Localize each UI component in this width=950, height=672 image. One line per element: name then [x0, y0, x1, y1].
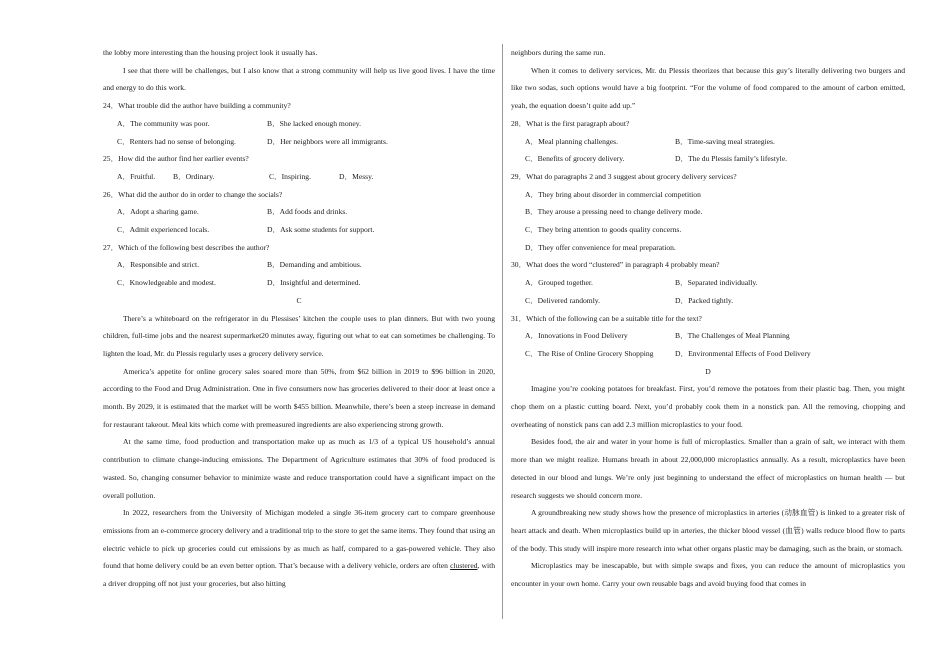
passage-d-paragraph-4: Microplastics may be inescapable, but with simple swaps and fixes, you can reduce the amount of microplastics you encounter in your own home. Carry your own reusable bags and avoid buying food that comes in [511, 561, 905, 589]
q27-options-row-1 [103, 256, 495, 274]
q26-option-d: D．Ask some students for support. [267, 225, 375, 235]
q26-options-row-2 [103, 221, 495, 239]
q28-option-b: B．Time-saving meal strategies. [675, 136, 775, 146]
question-27: 27．Which of the following best describes the author? [103, 242, 270, 252]
passage-c-paragraph-2: America’s appetite for online grocery sales soared more than 50%, from $62 billion in 2019 to $96 billion in 2020, according to the Food and Drug Administration. One in five consumers now has groceries delivered to their door at least once a month. By 2029, it is estimated that the market will be worth $455 billion. Meanwhile, there’s been a steep increase in demand for restaurant takeout. Meal kits which come with premeasured ingredients are also experiencing strong growth. [103, 366, 495, 429]
section-c-heading: C [296, 295, 302, 305]
q26-options-row-1 [103, 203, 495, 221]
passage-d-paragraph-2: Besides food, the air and water in your home is full of microplastics. Smaller than a grain of salt, we interact with them more than we might realize. Humans breath in about 22,000,000 microplastics annually. As a result, microplastics have been detected in our blood and lungs. We’re only just beginning to understand the effect of microplastics on human health — but research suggests we should concern more. [511, 437, 905, 500]
q24-option-d: D．Her neighbors were all immigrants. [267, 136, 388, 146]
question-28: 28．What is the first paragraph about? [511, 118, 630, 128]
q25-option-b: B．Ordinary. [173, 171, 215, 181]
passage-c-paragraph-4 [103, 504, 495, 593]
q27-option-a: A．Responsible and strict. [117, 260, 200, 270]
q25-option-d: D．Messy. [339, 171, 374, 181]
question-26: 26．What did the author do in order to change the socials? [103, 189, 283, 199]
q28-option-a: A．Meal planning challenges. [525, 136, 618, 146]
q25-option-c: C．Inspiring. [269, 171, 311, 181]
paragraph-4-text-start: In 2022, researchers from the University of Michigan modeled a single 36-item grocery cart to compare greenhouse emissions from an e-commerce grocery delivery and a traditional trip to the store to get the same items. They found that using an electric vehicle to pick up groceries could cut emissions by as much as half, compared to a gas-powered vehicle. They also found that home delivery could be an even better option. That’s because with a delivery vehicle, orders are often [103, 508, 495, 571]
q28-option-c: C．Benefits of grocery delivery. [525, 154, 625, 164]
q29-option-b: B．They arouse a pressing need to change delivery mode. [525, 207, 703, 217]
q28-options-row-2 [511, 150, 905, 168]
q31-options-row-2 [511, 345, 905, 363]
q25-options-row [103, 168, 495, 186]
q29-option-a: A．They bring about disorder in commercial competition [525, 189, 701, 199]
intro-paragraph-1: the lobby more interesting than the housing project look it usually has. [103, 48, 318, 57]
q30-option-a: A．Grouped together. [525, 278, 593, 288]
passage-c-paragraph-5: When it comes to delivery services, Mr. du Plessis theorizes that because this guy’s literally delivering two burgers and like two sodas, such options would have a big footprint. “For the volume of food compared to the amount of carbon emitted, yeah, the equation doesn’t quite add up.” [511, 65, 905, 111]
q27-option-b: B．Demanding and ambitious. [267, 260, 362, 270]
q30-option-d: D．Packed tightly. [675, 295, 734, 305]
q31-options-row-1 [511, 327, 905, 345]
passage-d-paragraph-3: A groundbreaking new study shows how the presence of microplastics in arteries (动脉血管) is linked to a greater risk of heart attack and death. When microplastics build up in arteries, the thicker blood vessel (血管) walls reduce blood flow to parts of the body. This study will inspire more research into what other organs plastic may be damaging, such as the brain, or stomach. [511, 508, 905, 553]
q31-option-d: D．Environmental Effects of Food Delivery [675, 348, 811, 358]
question-30: 30．What does the word “clustered” in paragraph 4 probably mean? [511, 260, 720, 270]
q27-option-d: D．Insightful and determined. [267, 278, 361, 288]
q31-option-b: B．The Challenges of Meal Planning [675, 331, 790, 341]
intro-paragraph-2: I see that there will be challenges, but I also know that a strong community will help us live good lives. I have the time and energy to do this work. [103, 65, 495, 93]
q28-options-row-1 [511, 133, 905, 151]
passage-c-paragraph-4-continued: neighbors during the same run. [511, 48, 606, 57]
passage-d-paragraph-1: Imagine you’re cooking potatoes for breakfast. First, you’d remove the potatoes from their plastic bag. Then, you might chop them on a plastic cutting board. Next, you’d probably cook them in a nonstick pan. All the removing, chopping and overheating of nonstick pans can add 2.3 million microplastics to your food. [511, 384, 905, 429]
q24-option-b: B．She lacked enough money. [267, 118, 361, 128]
q24-option-a: A．The community was poor. [117, 118, 210, 128]
column-divider [502, 44, 503, 619]
q27-option-c: C．Knowledgeable and modest. [117, 278, 216, 288]
section-d-heading: D [705, 366, 711, 376]
q30-option-c: C．Delivered randomly. [525, 295, 601, 305]
q31-option-c: C．The Rise of Online Grocery Shopping [525, 348, 654, 358]
question-31: 31．Which of the following can be a suitable title for the text? [511, 313, 702, 323]
q29-option-c: C．They bring attention to goods quality concerns. [525, 225, 682, 235]
q24-options-row-1 [103, 115, 495, 133]
question-24: 24．What trouble did the author have building a community? [103, 101, 291, 111]
q31-option-a: A．Innovations in Food Delivery [525, 331, 628, 341]
q30-options-row-1 [511, 274, 905, 292]
q29-option-d: D．They offer convenience for meal preparation. [525, 242, 676, 252]
q27-options-row-2 [103, 274, 495, 292]
passage-c-paragraph-1: There’s a whiteboard on the refrigerator in du Plessises’ kitchen the couple uses to plan dinners. But with two young children, full-time jobs and the nearest supermarket20 minutes away, figuring out what to eat can sometimes be challenging. To lighten the load, Mr. du Plessis regularly uses a grocery delivery service. [103, 313, 495, 358]
q24-options-row-2 [103, 133, 495, 151]
question-29: 29．What do paragraphs 2 and 3 suggest about grocery delivery services? [511, 171, 737, 181]
q25-option-a: A．Fruitful. [117, 171, 156, 181]
underlined-word-clustered: clustered [450, 561, 478, 571]
q30-options-row-2 [511, 292, 905, 310]
q30-option-b: B．Separated individually. [675, 278, 758, 288]
right-column [511, 44, 905, 593]
q26-option-a: A．Adopt a sharing game. [117, 207, 199, 217]
left-column [103, 44, 495, 593]
paragraph-4-text-end: , with a driver dropping off not just your groceries, but also hitting [103, 561, 495, 589]
q28-option-d: D．The du Plessis family’s lifestyle. [675, 154, 787, 164]
q26-option-b: B．Add foods and drinks. [267, 207, 348, 217]
passage-c-paragraph-3: At the same time, food production and transportation make up as much as 1/3 of a typical US household’s annual contribution to climate change-inducing emissions. The Department of Agriculture estimates that 30% of food produced is wasted. So, changing consumer behavior to minimize waste and reduce transportation could have a significant impact on the overall pollution. [103, 437, 495, 500]
q26-option-c: C．Admit experienced locals. [117, 225, 210, 235]
q24-option-c: C．Renters had no sense of belonging. [117, 136, 236, 146]
question-25: 25．How did the author find her earlier events? [103, 154, 249, 164]
